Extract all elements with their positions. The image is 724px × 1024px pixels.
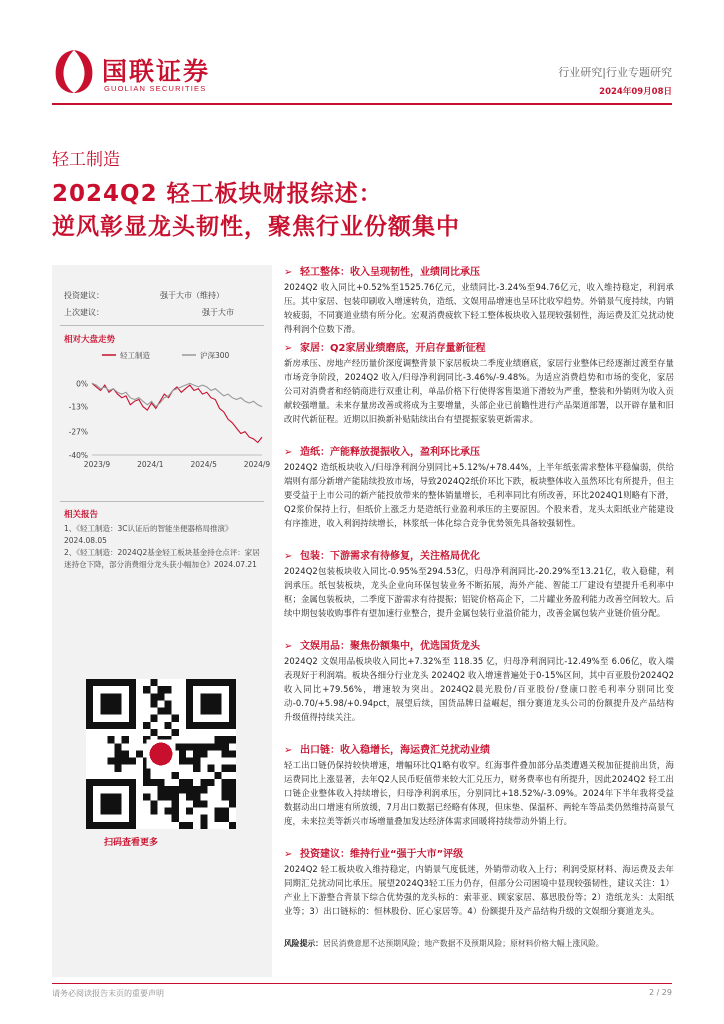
industry-label: 轻工制造 <box>52 150 120 170</box>
report-title-line1: 2024Q2 轻工板块财报综述： <box>52 181 383 207</box>
risk-warning <box>284 938 674 950</box>
section-heading: ➢ 造纸：产能释放提振收入，盈利环比承压 <box>284 447 480 458</box>
x-tick-label: 2024/5 <box>190 460 217 469</box>
sidebar-divider <box>60 501 264 502</box>
section-body: 2024Q2 文娱用品板块收入同比+7.32%至 118.35 亿，归母净利润同比-12.49%至 6.06亿，收入端表现好于利润端。板块各细分行业龙头 2024Q2 收入增速普遍处于0-15%区间，其中百亚股份2024Q2收入同比+79.56%，增速较为突出。2024Q2晨光股份/百亚股份/登康口腔毛利率分别同比变动-0.70/+5.98/+0.94pct，展望后续，国货品牌日益崛起，细分赛道龙头公司的份额提升及产品结构升级值得持续关注。 <box>284 656 674 723</box>
rating-label: 投资建议： <box>64 291 104 300</box>
y-tick-label: 0% <box>76 379 88 389</box>
sidebar-divider <box>60 325 264 326</box>
y-tick-label: -40% <box>68 451 88 460</box>
x-tick-label: 2024/1 <box>137 460 164 469</box>
trend-title: 相对大盘走势 <box>64 335 116 345</box>
qr-code-icon[interactable] <box>86 679 236 829</box>
relative-trend-chart <box>62 347 271 472</box>
section-investment <box>284 847 674 918</box>
x-tick-label: 2024/9 <box>243 460 271 469</box>
logo-text-cn: 国联证券 <box>102 57 211 86</box>
guolian-logo-icon <box>52 48 96 94</box>
logo-text-en: GUOLIAN SECURITIES <box>104 84 207 93</box>
section-furniture <box>284 341 674 426</box>
footer-disclaimer[interactable]: 请务必阅读报告末页的重要声明 <box>52 989 164 998</box>
section-body: 2024Q2 造纸板块收入/归母净利润分别同比+5.12%/+78.44%，上半年纸张需求整体平稳偏弱，供给端则有部分新增产能陆续投放市场，导致2024Q2纸价环比下跌，板块整体收入虽然环比有所提升，但主要受益于上市公司的新产能投放带来的整体销量增长，毛利率同比有所改善，环比2024Q1则略有下滑，Q2浆价保持上行，但纸价上涨乏力是造纸行业盈利承压的主要原因。个股来看，龙头太阳纸业产能建设有序推进，收入利润持续增长，林浆纸一体化综合竞争优势领先具备较强韧性。 <box>284 462 674 529</box>
header-divider <box>52 103 672 105</box>
section-overall <box>284 265 674 336</box>
arrow-icon: ➢ <box>284 267 293 278</box>
footer-divider <box>52 983 672 984</box>
section-heading: ➢ 投资建议：维持行业“强于大市”评级 <box>284 849 464 860</box>
rating-value: 强于大市（维持） <box>160 291 224 300</box>
section-heading: ➢ 家居：Q2家居业绩磨底，开启存量新征程 <box>284 343 486 354</box>
section-heading: ➢ 包装：下游需求有待修复，关注格局优化 <box>284 551 480 562</box>
section-body: 2024Q2 轻工板块收入维持稳定，内销景气度低迷，外销带动收入上行；利润受原材料、海运费及去年同期汇兑扰动同比承压。展望2024Q3轻工压力仍存，但部分公司困境中显现较强韧性，建议关注：1）产业上下游整合背景下综合优势强的龙头标的：索菲亚、顾家家居、慕思股份等；2）造纸龙头：太阳纸业等；3）出口链标的：恒林股份、匠心家居等。4）份额提升及产品结构升级的文娱细分赛道龙头。 <box>284 864 674 917</box>
arrow-icon: ➢ <box>284 447 293 458</box>
arrow-icon: ➢ <box>284 745 293 756</box>
legend-label: 轻工制造 <box>120 351 150 360</box>
y-tick-label: -13% <box>68 402 88 412</box>
section-heading: ➢ 文娱用品：聚焦份额集中，优选国货龙头 <box>284 641 480 652</box>
section-body: 新房承压、房地产经历量价深度调整背景下家居板块二季度业绩磨底，家居行业整体已经逐渐过渡至存量市场竞争阶段，2024Q2 收入/归母净利润同比-3.46%/-9.48%。为适应消费趋势和市场的变化，家居公司对消费者和经销商进行双重让利，单品价格下行使得客售渠道下滑较为严重，整装和外销则为收入贡献较强增量。未来存量房改善或将成为主要增量，头部企业已前瞻性进行产品渠道部署，以开辟存量和旧改时代新征程。近期以旧换新补贴陆续出台有望提振家装更新需求。 <box>284 358 674 425</box>
related-reports-title: 相关报告 <box>64 510 99 520</box>
legend-label: 沪深300 <box>200 351 230 360</box>
section-heading: ➢ 轻工整体：收入呈现韧性，业绩同比承压 <box>284 267 480 278</box>
section-paper <box>284 445 674 530</box>
section-packaging <box>284 549 674 620</box>
section-heading: ➢ 出口链：收入稳增长，海运费汇兑扰动业绩 <box>284 745 490 756</box>
sidebar-panel <box>52 265 272 977</box>
arrow-icon: ➢ <box>284 849 293 860</box>
report-title-line2: 逆风彰显龙头韧性，聚焦行业份额集中 <box>52 214 460 240</box>
related-report-item[interactable]: 2、《轻工制造：2024Q2基金轻工板块基金持仓点评：家居迷持仓下降，部分消费细分龙头获小幅加仓》2024.07.21 <box>64 548 260 569</box>
y-tick-label: -27% <box>68 427 88 437</box>
page-number: 2 / 29 <box>648 988 672 997</box>
prev-rating-label: 上次建议： <box>64 308 104 317</box>
related-report-item[interactable]: 1、《轻工制造：3C认证后的智能坐便器格局推演》2024.08.05 <box>64 524 233 545</box>
risk-text: 居民消费意愿不达预期风险；地产数据不及预期风险；原材料价格大幅上涨风险。 <box>322 939 604 948</box>
arrow-icon: ➢ <box>284 641 293 652</box>
section-body: 2024Q2包装板块收入同比-0.95%至294.53亿，归母净利润同比-20.29%至13.21亿，收入稳健，利润承压。纸包装板块，龙头企业向环保包装业务不断拓展，海外产能、智能工厂建设有望提升毛利率中枢；金属包装板块，二季度下游需求有待提振；铝锭价格高企下，二片罐业务盈利能力改善空间较大。后续中期包装收购事件有望加速行业整合，提升金属包装行业溢价能力，改善金属包装产业链价值分配。 <box>284 566 674 619</box>
report-type: 行业研究|行业专题研究 <box>558 66 672 79</box>
x-tick-label: 2023/9 <box>83 460 111 469</box>
arrow-icon: ➢ <box>284 343 293 354</box>
section-body: 2024Q2 收入同比+0.52%至1525.76亿元，业绩同比-3.24%至94.76亿元，收入维持稳定，利润承压。其中家居、包装印刷收入增速转负，造纸、文娱用品增速也呈环比收窄趋势。外销景气度持续，内销较疲弱，不同赛道业绩有所分化。宏观消费疲软下轻工整体板块收入显现较强韧性，海运费及汇兑扰动使得利润个位数下滑。 <box>284 282 674 335</box>
arrow-icon: ➢ <box>284 551 293 562</box>
qr-label: 扫码查看更多 <box>104 838 159 848</box>
company-logo <box>52 48 232 98</box>
report-date: 2024年09月08日 <box>599 87 672 97</box>
section-body: 轻工出口链仍保持较快增速，增幅环比Q1略有收窄。红海事件叠加部分品类遭遇关税加征提前出货，海运费同比上涨显著，去年Q2人民币贬值带来较大汇兑压力，财务费率也有所提升，因此2024Q2 轻工出口链企业整体收入持续增长，归母净利润承压，分别同比+18.52%/-3.09%。2024年下半年我将受益数据动出口增速有所放缓，7月出口数据已经略有体现，但床垫、保温杯、两轮车等品类仍然维持高景气度，未来拉美等新兴市场增量叠加发达经济体需求回暖将持续带动外销上行。 <box>284 760 674 827</box>
section-export <box>284 743 674 828</box>
related-reports-list <box>64 523 264 571</box>
risk-label: 风险提示： <box>284 939 323 948</box>
section-stationery <box>284 639 674 724</box>
prev-rating-value: 强于大市 <box>202 308 234 317</box>
